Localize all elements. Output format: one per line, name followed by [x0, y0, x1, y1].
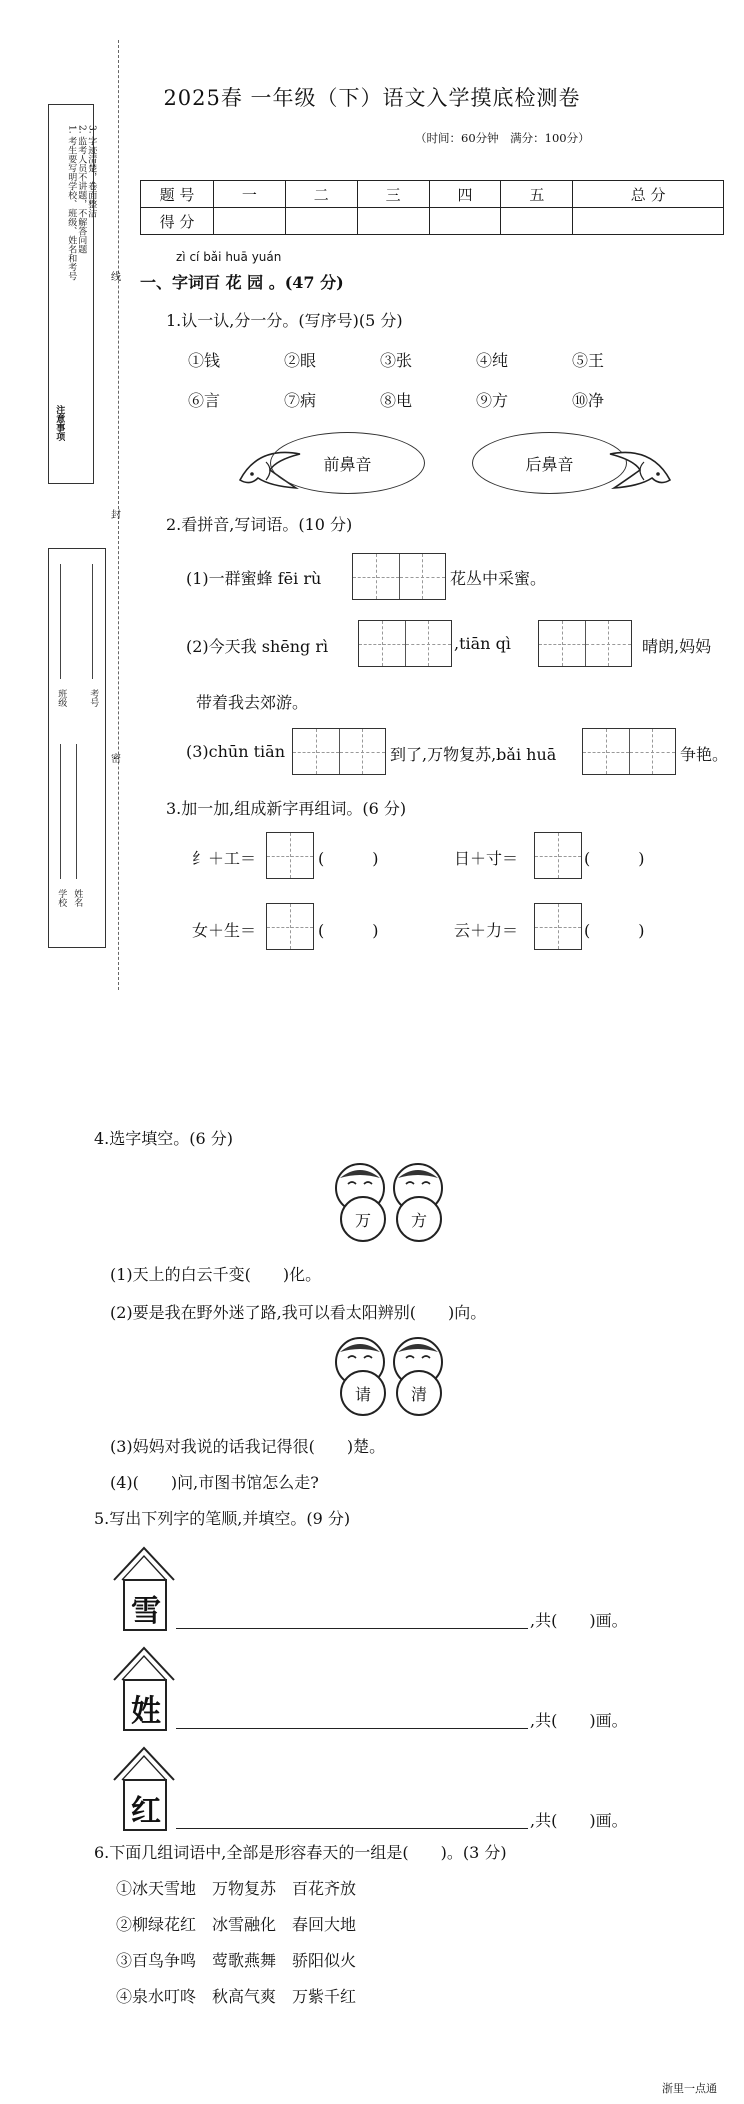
- compose-item: 纟＋工＝: [192, 849, 257, 868]
- q2-line3-mid: 到了,万物复苏,bǎi huā: [390, 745, 557, 764]
- swallow-icon: [604, 440, 674, 496]
- score-input-cell[interactable]: [357, 208, 429, 235]
- q2-line3-post: 争艳。: [680, 745, 729, 764]
- compose-item: 日＋寸＝: [454, 849, 519, 868]
- exam-no-field[interactable]: [92, 564, 93, 679]
- score-input-cell[interactable]: [501, 208, 573, 235]
- footer-watermark: 浙里一点通: [662, 2082, 717, 2095]
- score-input-cell[interactable]: [214, 208, 286, 235]
- writing-grid[interactable]: [358, 620, 452, 667]
- q6-option[interactable]: ②柳绿花红 冰雪融化 春回大地: [116, 1915, 357, 1934]
- choice-char[interactable]: 万: [340, 1196, 386, 1242]
- q6-option[interactable]: ④泉水叮咚 秋高气爽 万紫千红: [116, 1987, 357, 2006]
- notice-line: 1. 考生要写明学校、班级、姓名和考号: [66, 125, 77, 281]
- school-field[interactable]: [60, 744, 61, 879]
- q4-sentence: (4)( )问,市图书馆怎么走?: [110, 1473, 319, 1492]
- back-nasal-box[interactable]: 后鼻音: [472, 432, 627, 494]
- char-item: ③张: [380, 351, 413, 370]
- name-field[interactable]: [76, 744, 77, 879]
- stroke-char: 姓: [131, 1694, 161, 1729]
- q6-prompt: 6.下面几组词语中,全部是形容春天的一组是( )。(3 分): [94, 1843, 507, 1862]
- word-blank[interactable]: ( ): [318, 921, 379, 940]
- score-input-cell[interactable]: [285, 208, 357, 235]
- stroke-order-line[interactable]: [176, 1728, 528, 1729]
- q2-line1-post: 花丛中采蜜。: [450, 569, 547, 588]
- house-char-box: [112, 1644, 176, 1734]
- table-cell: 题 号: [141, 181, 214, 208]
- table-cell: 总 分: [573, 181, 724, 208]
- writing-grid[interactable]: [538, 620, 632, 667]
- char-item: ⑧电: [380, 391, 413, 410]
- char-item: ②眼: [284, 351, 317, 370]
- q2-prompt: 2.看拼音,写词语。(10 分): [166, 515, 353, 534]
- writing-grid[interactable]: [266, 832, 314, 879]
- table-cell: 三: [357, 181, 429, 208]
- table-cell: 五: [501, 181, 573, 208]
- notice-line: 3. 字迹清楚，卷面整洁: [86, 125, 97, 218]
- notice-line: 2. 监考人员不讲题，不解答问题: [76, 125, 87, 254]
- score-table-score-row: [141, 208, 724, 235]
- stroke-count-blank[interactable]: ,共( )画。: [530, 1711, 628, 1730]
- choice-char[interactable]: 清: [396, 1370, 442, 1416]
- char-item: ⑥言: [188, 391, 221, 410]
- section-title: 一、字词百 花 园 。(47 分): [140, 273, 344, 292]
- field-label-exam-no: 考号: [88, 689, 99, 707]
- student-info-box: [48, 548, 106, 948]
- q2-line2-pre: (2)今天我 shēng rì: [186, 637, 329, 656]
- score-table-header-row: [141, 181, 724, 208]
- char-item: ⑤王: [572, 351, 605, 370]
- house-char-box: [112, 1544, 176, 1634]
- q6-option[interactable]: ③百鸟争鸣 莺歌燕舞 骄阳似火: [116, 1951, 357, 1970]
- compose-item: 云＋力＝: [454, 921, 519, 940]
- q4-sentence: (2)要是我在野外迷了路,我可以看太阳辨别( )向。: [110, 1303, 487, 1322]
- stroke-char: 雪: [131, 1594, 161, 1629]
- writing-grid[interactable]: [352, 553, 446, 600]
- stroke-count-blank[interactable]: ,共( )画。: [530, 1811, 628, 1830]
- q6-option[interactable]: ①冰天雪地 万物复苏 百花齐放: [116, 1879, 357, 1898]
- stroke-count-blank[interactable]: ,共( )画。: [530, 1611, 628, 1630]
- writing-grid[interactable]: [266, 903, 314, 950]
- char-item: ①钱: [188, 351, 221, 370]
- writing-grid[interactable]: [292, 728, 386, 775]
- stroke-order-line[interactable]: [176, 1628, 528, 1629]
- notice-title: 注意事项: [54, 405, 65, 441]
- char-item: ⑦病: [284, 391, 317, 410]
- front-nasal-box[interactable]: 前鼻音: [270, 432, 425, 494]
- q2-line3-pre: (3)chūn tiān: [186, 742, 286, 761]
- writing-grid[interactable]: [534, 832, 582, 879]
- choice-char[interactable]: 请: [340, 1370, 386, 1416]
- score-input-cell[interactable]: [429, 208, 501, 235]
- seal-word: 线: [111, 272, 121, 283]
- field-label-name: 姓名: [72, 889, 83, 907]
- field-label-school: 学校: [56, 889, 67, 907]
- q2-line2-post: 晴朗,妈妈: [642, 637, 712, 656]
- house-char-box: [112, 1744, 176, 1834]
- compose-item: 女＋生＝: [192, 921, 257, 940]
- q3-prompt: 3.加一加,组成新字再组词。(6 分): [166, 799, 407, 818]
- score-table: [140, 180, 724, 235]
- table-cell: 一: [214, 181, 286, 208]
- word-blank[interactable]: ( ): [318, 849, 379, 868]
- stroke-char: 红: [131, 1794, 161, 1829]
- char-item: ⑨方: [476, 391, 509, 410]
- char-item: ⑩净: [572, 391, 605, 410]
- choice-char[interactable]: 方: [396, 1196, 442, 1242]
- notice-box: [48, 104, 97, 484]
- seal-word: 密: [111, 754, 121, 765]
- section-pinyin: zì cí bǎi huā yuán: [176, 250, 282, 264]
- page-title: 2025春 一年级（下）语文入学摸底检测卷: [163, 86, 581, 110]
- exam-meta: （时间：60分钟 满分：100分）: [415, 131, 590, 145]
- char-item: ④纯: [476, 351, 509, 370]
- table-cell: 二: [285, 181, 357, 208]
- q5-prompt: 5.写出下列字的笔顺,并填空。(9 分): [94, 1509, 351, 1528]
- class-field[interactable]: [60, 564, 61, 679]
- table-cell: 得 分: [141, 208, 214, 235]
- writing-grid[interactable]: [582, 728, 676, 775]
- word-blank[interactable]: ( ): [584, 921, 645, 940]
- q1-prompt: 1.认一认,分一分。(写序号)(5 分): [166, 311, 403, 330]
- stroke-order-line[interactable]: [176, 1828, 528, 1829]
- writing-grid[interactable]: [534, 903, 582, 950]
- q4-sentence: (3)妈妈对我说的话我记得很( )楚。: [110, 1437, 386, 1456]
- q4-sentence: (1)天上的白云千变( )化。: [110, 1265, 322, 1284]
- seal-word: 封: [111, 510, 121, 521]
- q2-line1-pre: (1)一群蜜蜂 fēi rù: [186, 569, 322, 588]
- table-cell: 四: [429, 181, 501, 208]
- q2-line2-mid: ,tiān qì: [454, 634, 511, 653]
- score-input-cell[interactable]: [573, 208, 724, 235]
- field-label-class: 班级: [56, 689, 67, 707]
- q2-line2-cont: 带着我去郊游。: [196, 693, 309, 712]
- q4-prompt: 4.选字填空。(6 分): [94, 1129, 234, 1148]
- word-blank[interactable]: ( ): [584, 849, 645, 868]
